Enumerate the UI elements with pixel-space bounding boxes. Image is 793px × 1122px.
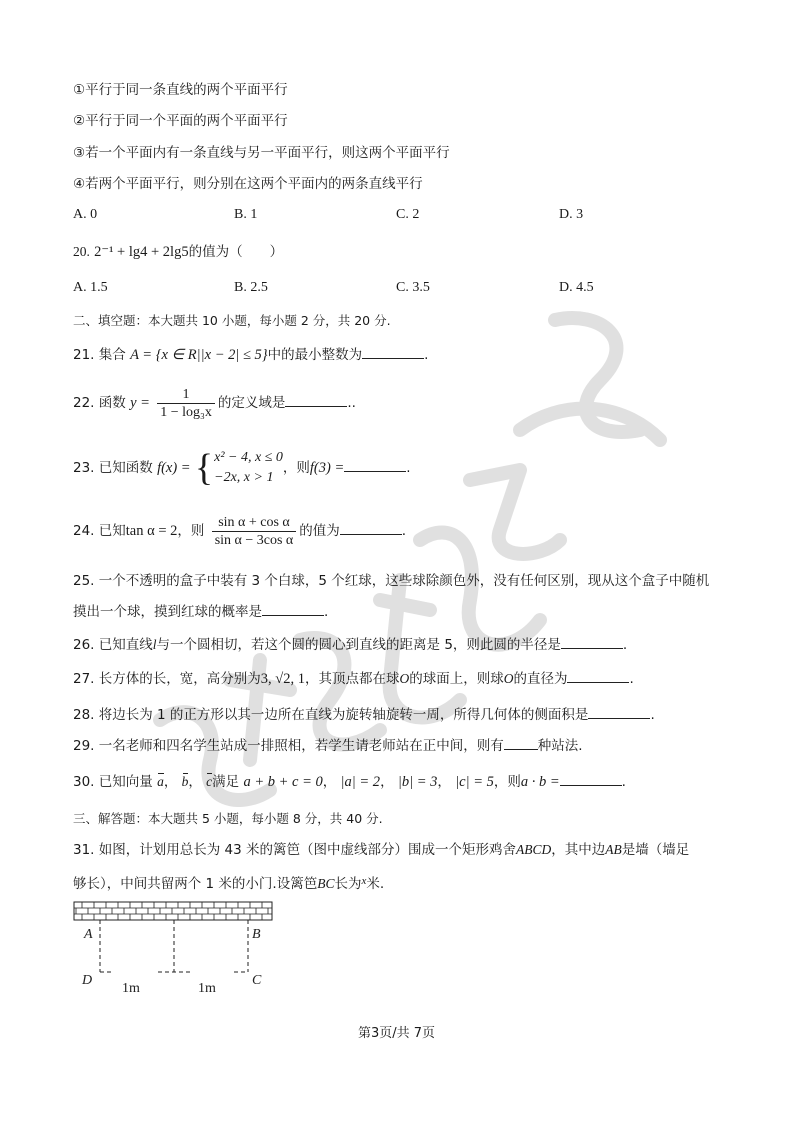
q22-end: .. xyxy=(347,395,356,411)
section-2-heading: 二、填空题：本大题共 10 小题，每小题 2 分，共 20 分. xyxy=(73,313,391,328)
q31-bc: BC xyxy=(317,876,335,891)
q26-end: . xyxy=(622,637,628,653)
q25-answer-blank[interactable] xyxy=(262,601,324,616)
q31-tail-1: 是墙（墙足 xyxy=(621,842,690,858)
q30-dot-product: a · b = xyxy=(520,774,560,790)
q24-end: . xyxy=(401,523,407,539)
question-28 xyxy=(73,704,655,725)
question-29 xyxy=(73,735,583,756)
question-22 xyxy=(73,384,356,422)
q29-answer-blank[interactable] xyxy=(504,735,538,750)
q31-text-2b: 长为 xyxy=(334,876,362,892)
q24-denominator: sin α − 3cos α xyxy=(212,531,297,549)
q30-norm-c: |c| = 5 xyxy=(455,774,494,790)
q22-fraction xyxy=(157,386,215,421)
section-3-heading: 三、解答题：本大题共 5 小题，每小题 8 分，共 40 分. xyxy=(73,811,383,826)
page-footer: 第3页/共 7页 xyxy=(357,1026,436,1041)
q27-post: 的直径为 xyxy=(513,671,568,687)
door-label-1: 1m xyxy=(122,981,140,996)
question-30 xyxy=(73,771,626,792)
statement-4: ④若两个平面平行，则分别在这两个平面内的两条直线平行 xyxy=(73,176,423,192)
statement-3: ③若一个平面内有一条直线与另一平面平行，则这两个平面平行 xyxy=(73,145,450,161)
q19-option-c: C. 2 xyxy=(396,207,420,222)
q29-prefix: 29. 一名老师和四名学生站成一排照相，若学生请老师站在正中间，则有 xyxy=(73,738,504,754)
q30-sep-5: ， xyxy=(437,774,451,790)
q23-cases xyxy=(214,448,283,488)
q30-end: . xyxy=(621,774,626,790)
q30-answer-blank[interactable] xyxy=(560,771,622,786)
q28-answer-blank[interactable] xyxy=(588,704,650,719)
q26-answer-blank[interactable] xyxy=(561,634,623,649)
statement-2: ②平行于同一个平面的两个平面平行 xyxy=(73,113,288,129)
label-b: B xyxy=(252,927,261,942)
q31-x: x xyxy=(361,875,367,887)
chicken-coop-figure xyxy=(70,900,280,1000)
q24-fraction xyxy=(212,514,297,549)
q26-post: 与一个圆相切，若这个圆的圆心到直线的距离是 5，则此圆的半径是 xyxy=(156,637,561,653)
question-20 xyxy=(73,242,283,262)
q20-expression: 2⁻¹ + lg4 + 2lg5 xyxy=(94,244,189,260)
q21-end: . xyxy=(424,347,429,363)
q30-vector-b: b xyxy=(182,772,189,792)
q24-answer-blank[interactable] xyxy=(340,520,402,535)
question-23 xyxy=(73,446,411,490)
q30-sep-2: ， xyxy=(188,774,202,790)
q23-function: f(x) = xyxy=(157,460,191,476)
q27-end: . xyxy=(629,671,634,687)
door-label-2: 1m xyxy=(198,981,216,996)
q31-text-2a: 够长），中间共留两个 1 米的小门.设篱笆 xyxy=(73,876,318,892)
q19-option-d: D. 3 xyxy=(559,207,584,222)
q30-prefix: 30. 已知向量 xyxy=(73,774,153,790)
q24-post: 的值为 xyxy=(299,523,340,539)
q23-f3: f(3) = xyxy=(309,460,345,476)
q30-sep-1: ， xyxy=(163,774,178,790)
q20-option-a: A. 1.5 xyxy=(73,280,108,295)
wall xyxy=(74,902,272,920)
q27-answer-blank[interactable] xyxy=(567,668,629,683)
q21-answer-blank[interactable] xyxy=(362,344,424,359)
q22-prefix: 22. 函数 xyxy=(73,395,126,411)
q25-end: . xyxy=(324,604,329,620)
label-c: C xyxy=(252,973,262,988)
q23-answer-blank[interactable] xyxy=(344,457,406,472)
q26-prefix: 26. 已知直线 xyxy=(73,637,153,653)
q27-dimensions: 3, √2, 1 xyxy=(260,671,305,687)
q23-mid: ，则 xyxy=(282,460,310,476)
q19-option-b: B. 1 xyxy=(234,207,258,222)
q29-post: 种站法. xyxy=(537,738,583,754)
q20-number: 20. xyxy=(73,244,90,259)
q23-case-2: −2x, x > 1 xyxy=(214,470,274,485)
q31-text-1: 31. 如图，计划用总长为 43 米的篱笆（图中虚线部分）围成一个矩形鸡舍 xyxy=(73,842,517,858)
q25-text: 摸出一个球，摸到红球的概率是 xyxy=(73,604,262,620)
q22-lhs: y = xyxy=(130,395,150,411)
q20-option-c: C. 3.5 xyxy=(396,280,430,295)
q20-option-b: B. 2.5 xyxy=(234,280,268,295)
q28-text: 28. 将边长为 1 的正方形以其一边所在直线为旋转轴旋转一周，所得几何体的侧面积是 xyxy=(73,707,589,723)
q22-post: 的定义域是 xyxy=(217,395,286,411)
label-d: D xyxy=(82,973,93,988)
q20-option-d: D. 4.5 xyxy=(559,280,594,295)
q26-line-variable: l xyxy=(152,637,157,652)
q31-line-2 xyxy=(73,871,384,894)
q27-sphere-o-2: O xyxy=(503,671,514,686)
question-26 xyxy=(73,634,627,655)
q30-norm-a: |a| = 2 xyxy=(340,774,381,790)
q24-numerator: sin α + cos α xyxy=(218,514,290,530)
q31-mid: ，其中边 xyxy=(551,842,606,858)
q31-abcd: ABCD xyxy=(516,842,552,857)
q21-set: A = {x ∈ R||x − 2| ≤ 5} xyxy=(130,347,268,363)
q30-cond: 满足 xyxy=(212,774,240,790)
q23-brace: { xyxy=(194,447,214,489)
q21-prefix: 21. 集合 xyxy=(73,347,126,363)
q27-sphere-o: O xyxy=(399,671,410,686)
q23-prefix: 23. 已知函数 xyxy=(73,460,153,476)
q19-option-a: A. 0 xyxy=(73,207,98,222)
fence xyxy=(100,920,248,972)
label-a: A xyxy=(84,927,93,942)
q24-prefix: 24. 已知 xyxy=(73,523,126,539)
q27-mid: ，其顶点都在球 xyxy=(304,671,400,687)
q22-answer-blank[interactable] xyxy=(285,392,347,407)
q30-norm-b: |b| = 3 xyxy=(397,774,438,790)
question-24 xyxy=(73,512,406,550)
q27-mid2: 的球面上，则球 xyxy=(409,671,504,687)
q20-tail: 的值为（ ） xyxy=(188,244,284,260)
q24-condition: tan α = 2 xyxy=(125,523,178,539)
q22-denominator: 1 − log₃x xyxy=(157,403,215,421)
q30-vector-c: c xyxy=(206,772,212,792)
q25-line-2 xyxy=(73,601,328,622)
q30-sum: a + b + c = 0 xyxy=(243,774,323,790)
q30-vector-a: a xyxy=(157,772,164,792)
q31-line-1 xyxy=(73,840,689,860)
q23-end: . xyxy=(406,460,411,476)
q24-mid: ，则 xyxy=(177,523,205,539)
question-21 xyxy=(73,344,428,365)
q30-sep-3: ， xyxy=(322,774,337,790)
q30-sep-4: ， xyxy=(380,774,394,790)
q28-end: . xyxy=(650,707,655,723)
q30-ask: ，则 xyxy=(493,774,521,790)
q25-line-1: 25. 一个不透明的盒子中装有 3 个白球，5 个红球，这些球除颜色外，没有任何区别，现从这个盒子中随机 xyxy=(73,573,710,589)
q23-case-1: x² − 4, x ≤ 0 xyxy=(214,450,283,465)
q21-post: 中的最小整数为 xyxy=(267,347,363,363)
q31-ab: AB xyxy=(605,842,622,857)
question-27 xyxy=(73,668,634,689)
q22-numerator: 1 xyxy=(182,386,190,402)
statement-1: ①平行于同一条直线的两个平面平行 xyxy=(73,82,288,98)
q27-prefix: 27. 长方体的长，宽，高分别为 xyxy=(73,671,261,687)
q31-text-2c: 米. xyxy=(366,876,385,892)
